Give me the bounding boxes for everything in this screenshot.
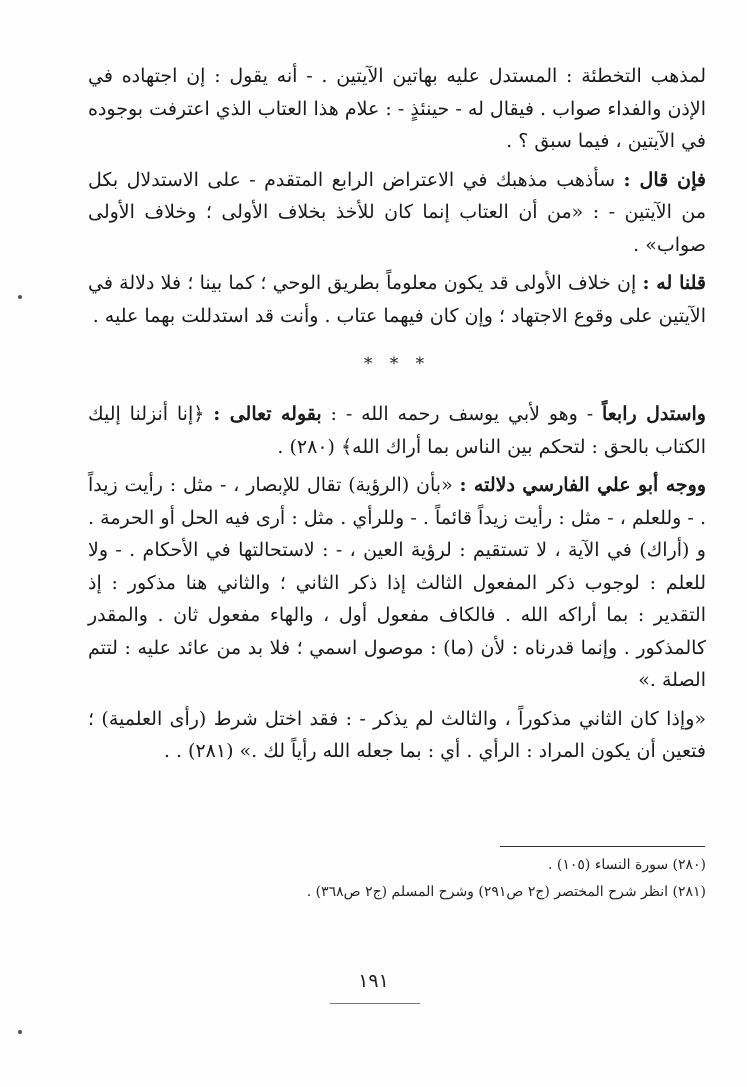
- paragraph-2-text: سأذهب مذهبك في الاعتراض الرابع المتقدم - على الاستدلال بكل من الآيتين - : «من أن العتاب إنما كان للأخذ بخلاف الأولى ؛ وخلاف الأولى صواب» .: [88, 168, 706, 256]
- section-separator: * * *: [363, 354, 431, 374]
- paragraph-4-lead2: بقوله تعالى :: [213, 403, 322, 425]
- scan-dot: [18, 295, 22, 299]
- paragraph-3: [88, 267, 706, 332]
- paragraph-6-text: «وإذا كان الثاني مذكوراً ، والثالث لم يذكر - : فقد اختل شرط (رأى العلمية) ؛ فتعين أن يكون المراد : الرأي . أي : بما جعله الله رأياً لك .» (٢٨١) . .: [88, 707, 706, 762]
- paragraph-4-text: ﴿إنا أنزلنا إليك الكتاب بالحق : لتحكم بين الناس بما أراك الله﴾ (٢٨٠) .: [88, 403, 706, 458]
- paragraph-3-text: إن خلاف الأولى قد يكون معلوماً بطريق الوحي ؛ كما بينا ؛ فلا دلالة في الآيتين على وقوع الاجتهاد ؛ وإن كان فيهما عتاب . وأنت قد استدللت بهما عليه .: [88, 272, 706, 327]
- footnote-divider: [500, 846, 705, 847]
- page-number-underline: [330, 1003, 420, 1004]
- scan-dot: [18, 1030, 22, 1034]
- paragraph-6: [88, 703, 706, 768]
- paragraph-2: [88, 164, 706, 262]
- paragraph-5-text: «بأن (الرؤية) تقال للإبصار ، - مثل : رأيت زيداً . - وللعلم ، - مثل : رأيت زيداً قائماً . - وللرأي . مثل : أرى فيه الحل أو الحرمة . و (أراك) في الآية ، لا تستقيم : لرؤية العين ، - : لاستحالتها في الأحكام . - ولا للعلم : لوجوب ذكر المفعول الثالث إذا ذكر الثاني ؛ والثاني هنا مذكور : إذ التقدير : بما أراكه الله . فالكاف مفعول أول ، والهاء مفعول ثان . والمقدر كالمذكور . وإنما قدرناه : لأن (ما) : موصول اسمي ؛ فلا بد من عائد عليه : لتتم الصلة .»: [88, 474, 706, 691]
- paragraph-4-lead: واستدل رابعاً: [601, 403, 706, 425]
- paragraph-1-text: لمذهب التخطئة : المستدل عليه بهاتين الآيتين . - أنه يقول : إن اجتهاده في الإذن والفداء صواب . فيقال له - حينئذٍ - : علام هذا العتاب الذي اعترفت بوجوده في الآيتين ، فيما سبق ؟ .: [88, 65, 706, 152]
- footnote-280: (٢٨٠) سورة النساء (١٠٥) .: [547, 857, 706, 873]
- paragraph-1: [88, 60, 706, 158]
- main-text: [88, 60, 706, 774]
- paragraph-4-mid: - وهو لأبي يوسف رحمه الله - :: [321, 403, 602, 425]
- paragraph-4: [88, 398, 706, 463]
- paragraph-5-lead: ووجه أبو علي الفارسي دلالته :: [459, 474, 706, 496]
- page-number: ١٩١: [358, 970, 389, 992]
- footnote-281: (٢٨١) انظر شرح المختصر (ج٢ ص٢٩١) وشرح المسلم (ج٢ ص٣٦٨) .: [306, 884, 706, 900]
- footnotes: [200, 852, 706, 906]
- paragraph-2-lead: فإن قال :: [623, 168, 707, 191]
- paragraph-5: [88, 469, 706, 697]
- paragraph-3-lead: قلنا له :: [642, 272, 706, 294]
